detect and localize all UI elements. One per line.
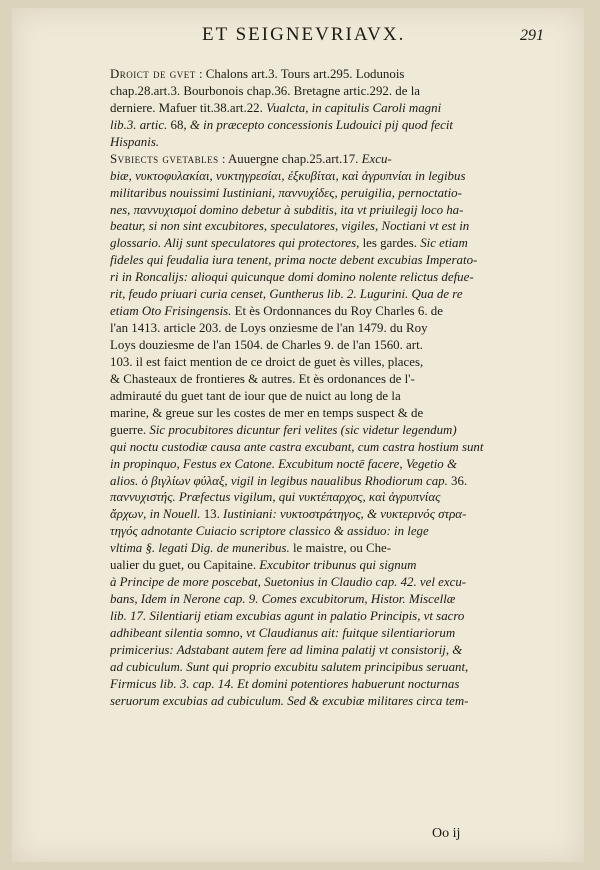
text-line <box>110 574 580 591</box>
text-span: rit, feudo priuari curia censet, Guntherus lib. 2. Lugurini. Qua de re <box>110 287 463 302</box>
text-line <box>110 354 580 371</box>
text-line <box>110 252 580 269</box>
text-span: à Principe de more poscebat, Suetonius in Claudio cap. 42. vel excu- <box>110 575 467 590</box>
text-span: bans, Idem in Nerone cap. 9. Comes excubitorum, Histor. Miscellæ <box>110 592 456 607</box>
body-text <box>110 66 580 710</box>
text-line <box>110 422 580 439</box>
text-line <box>110 269 580 286</box>
text-span: alios. ὁ βιγλίων φύλαξ, vigil in legibus naualibus Rhodiorum cap. <box>110 473 448 488</box>
page-header <box>12 24 584 56</box>
text-span: τηγός adnotante Cuiacio scriptore classico & assiduo: in lege <box>110 524 429 539</box>
text-span: 103. il est faict mention de ce droict de guet ès villes, places, <box>110 354 424 369</box>
text-span: Sic procubitores dicuntur feri velites (sic videtur legendum) <box>149 422 457 437</box>
text-span: ri in Roncalijs: alioqui quicunque domi domino nolente relictus defue- <box>110 270 474 285</box>
running-title: ET SEIGNEVRIAVX. <box>202 24 406 45</box>
text-span: Vualcta, in capitulis Caroli magni <box>266 100 442 115</box>
text-span: Firmicus lib. 3. cap. 14. Et domini potentiores habuerunt nocturnas <box>110 676 460 691</box>
text-span: Loys douziesme de l'an 1504. de Charles 9. de l'an 1560. art. <box>110 338 423 352</box>
text-span: lib. 17. Silentiarij etiam excubias agunt in palatio Principis, vt sacro <box>110 609 465 623</box>
text-span: biæ, νυκτοφυλακίαι, νυκτηγρεσίαι, ἐξκυβίται, καὶ ἀγρυπνίαι in legibus <box>110 168 466 183</box>
text-line <box>110 608 580 625</box>
text-line <box>110 523 580 540</box>
text-span: l'an 1413. article 203. de Loys onziesme de l'an 1479. du Roy <box>110 321 428 336</box>
text-line <box>110 218 580 235</box>
text-line <box>110 506 580 523</box>
text-line <box>110 371 580 388</box>
page-number: 291 <box>520 27 544 44</box>
text-span: guerre. <box>110 422 150 437</box>
text-span: in propinquo, Festus ex Catone. Excubitum noctē facere, Vegetio & <box>110 456 458 471</box>
section-heading: Svbiects gvetables <box>110 151 219 166</box>
text-line <box>110 659 580 676</box>
text-line <box>110 405 580 422</box>
text-span: primicerius: Adstabant autem fere ad limina palatij vt consistorij, & <box>110 642 463 657</box>
text-span: adhibeant silentia somno, vt Claudianus ait: fuitque silentiariorum <box>110 625 456 640</box>
text-span: admirauté du guet tant de iour que de nuict au long de la <box>110 388 401 403</box>
text-line <box>110 473 580 490</box>
text-span: seruorum excubias ad cubiculum. Sed & excubiæ militares circa tem- <box>110 693 469 708</box>
book-page <box>12 8 584 862</box>
text-line <box>110 676 580 693</box>
text-line <box>110 439 580 456</box>
text-line <box>110 489 580 506</box>
text-span: le maistre, ou Che- <box>292 541 392 556</box>
text-span: Iustiniani: νυκτοστράτηγος, & νυκτερινός στρα- <box>223 507 467 522</box>
text-span: παννυχιστής. Præfectus vigilum, qui νυκτέπαρχος, καὶ ἀγρυπνίας <box>110 490 441 505</box>
text-span: vltima §. legati Dig. de muneribus. <box>110 541 293 556</box>
text-line <box>110 235 580 252</box>
text-span: derniere. Mafuer tit.38.art.22. <box>110 100 267 115</box>
text-span: Excu- <box>361 151 392 166</box>
text-span: 13. <box>203 507 224 522</box>
text-span: beatur, si non sint excubitores, speculatores, vigiles, Noctiani vt est in <box>110 219 470 234</box>
text-line <box>110 337 580 354</box>
text-line <box>110 134 580 151</box>
text-span: nes, παννυχισμοί domino debetur à subditis, ita vt priuilegij loco ha- <box>110 202 464 217</box>
text-line <box>110 693 580 710</box>
text-line <box>110 540 580 557</box>
text-line <box>110 117 580 134</box>
text-line <box>110 456 580 473</box>
text-span: & Chasteaux de frontieres & autres. Et ès ordonances de l'- <box>110 371 415 386</box>
text-line <box>110 591 580 608</box>
text-line <box>110 100 580 117</box>
text-line <box>110 320 580 337</box>
text-span: & in præcepto concessionis Ludouici pij quod fecit <box>189 117 454 132</box>
text-line <box>110 202 580 219</box>
signature-mark: Oo ij <box>432 826 461 841</box>
text-span: Hispanis. <box>110 134 160 149</box>
text-line <box>110 303 580 320</box>
text-span: etiam Oto Frisingensis. <box>110 304 235 319</box>
text-line <box>110 286 580 303</box>
text-span: 68, <box>170 117 190 132</box>
text-span: ad cubiculum. Sunt qui proprio excubitu salutem principibus seruant, <box>110 659 469 674</box>
text-span: : Auuergne chap.25.art.17. <box>218 151 362 166</box>
text-span: ἄρχων, in Nouell. <box>110 507 204 522</box>
text-line <box>110 83 580 100</box>
text-span: militaribus nouissimi Iustiniani, παννυχίδες, peruigilia, pernoctatio- <box>110 185 462 200</box>
text-span: 36. <box>447 473 468 488</box>
text-line <box>110 168 580 185</box>
text-span: ualier du guet, ou Capitaine. <box>110 558 260 573</box>
text-span: marine, & greue sur les costes de mer en temps suspect & de <box>110 405 424 420</box>
text-span: glossario. Alij sunt speculatores qui protectores, <box>110 236 363 251</box>
text-span: qui noctu custodiæ causa ante castra excubant, cum castra hostium sunt <box>110 439 484 454</box>
text-span: fideles qui feudalia iura tenent, prima nocte debent excubias Imperato- <box>110 253 478 268</box>
text-span: chap.28.art.3. Bourbonois chap.36. Bretagne artic.292. de la <box>110 83 420 98</box>
text-span: lib.3. artic. <box>110 117 171 132</box>
text-line <box>110 66 580 83</box>
text-line <box>110 557 580 574</box>
text-span: Sic etiam <box>420 236 468 251</box>
section-heading: Droict de gvet <box>110 67 196 81</box>
text-line <box>110 625 580 642</box>
text-line <box>110 388 580 405</box>
text-span: les gardes. <box>362 236 421 251</box>
text-line <box>110 185 580 202</box>
text-span: Et ès Ordonnances du Roy Charles 6. de <box>234 304 443 319</box>
text-line <box>110 151 580 168</box>
text-line <box>110 642 580 659</box>
text-span: : Chalons art.3. Tours art.295. Lodunois <box>195 67 405 81</box>
text-span: Excubitor tribunus qui signum <box>259 558 417 573</box>
